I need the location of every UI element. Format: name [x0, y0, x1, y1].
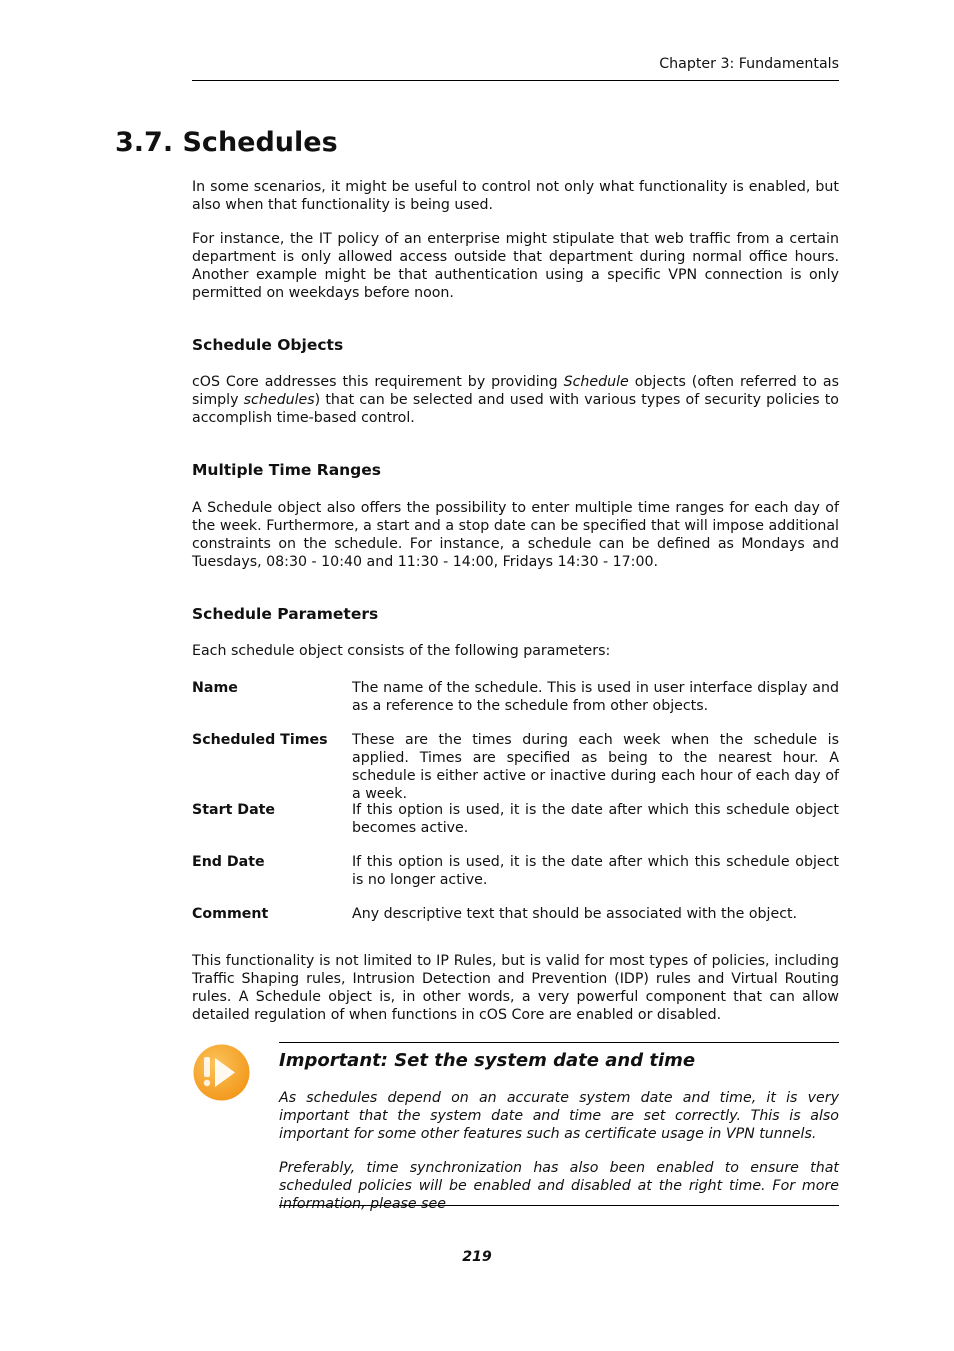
intro-paragraph-2: For instance, the IT policy of an enterprise might stipulate that web traffic from a certain department is only allowed access outside that department during normal office hours. Another example might be that authentication using a specific VPN connection is only permitted on weekdays before noon.	[192, 231, 839, 301]
schedule-emphasis: Schedule	[563, 374, 629, 390]
parameter-term: End Date	[192, 854, 265, 870]
schedule-parameters-intro: Each schedule object consists of the following parameters:	[192, 643, 611, 659]
schedule-objects-heading: Schedule Objects	[192, 336, 344, 354]
page-number: 219	[462, 1249, 492, 1265]
section-title: 3.7. Schedules	[115, 127, 338, 158]
header-divider	[192, 80, 839, 81]
callout-top-divider	[279, 1042, 839, 1043]
schedule-objects-paragraph	[192, 373, 839, 427]
parameter-term: Name	[192, 680, 238, 696]
schedule-objects-text-3: ) that can be selected and used with various types of security policies to accomplish time-based control.	[192, 392, 839, 426]
multiple-time-ranges-heading: Multiple Time Ranges	[192, 461, 382, 479]
callout-paragraph-1: As schedules depend on an accurate system date and time, it is very important that the system date and time are set correctly. This is also important for some other features such as certificate usage in VPN tunnels.	[279, 1090, 839, 1142]
parameter-definition: If this option is used, it is the date after which this schedule object is no longer active.	[352, 854, 839, 888]
parameter-definition: The name of the schedule. This is used in user interface display and as a reference to the schedule from other objects.	[352, 680, 839, 714]
running-header: Chapter 3: Fundamentals	[659, 56, 839, 72]
intro-paragraph-1: In some scenarios, it might be useful to control not only what functionality is enabled, but also when that functionality is being used.	[192, 179, 839, 213]
callout-title: Important: Set the system date and time	[279, 1050, 696, 1071]
multiple-time-ranges-paragraph: A Schedule object also offers the possibility to enter multiple time ranges for each day of the week. Furthermore, a start and a stop date can be specified that will impose additional constraints on the schedule. For instance, a schedule can be defined as Mondays and Tuesdays, 08:30 - 10:40 and 11:30 - 14:00, Fridays 14:30 - 17:00.	[192, 500, 839, 570]
parameter-definition: If this option is used, it is the date after which this schedule object becomes active.	[352, 802, 839, 836]
parameter-term: Comment	[192, 906, 269, 922]
schedule-objects-text-1: cOS Core addresses this requirement by providing	[192, 374, 564, 390]
schedule-objects-text-2: objects (often referred to as simply	[192, 374, 840, 408]
closing-paragraph: This functionality is not limited to IP Rules, but is valid for most types of policies, including Traffic Shaping rules, Intrusion Detection and Prevention (IDP) rules and Virtual Routing rules. A Schedule object is, in other words, a very powerful component that can allow detailed regulation of when functions in cOS Core are enabled or disabled.	[192, 953, 839, 1023]
callout-paragraph-2: Preferably, time synchronization has also been enabled to ensure that scheduled policies will be enabled and disabled at the right time. For more information, please see	[279, 1160, 839, 1212]
callout-bottom-divider	[279, 1205, 839, 1206]
parameter-definition: Any descriptive text that should be associated with the object.	[352, 906, 798, 922]
schedules-emphasis: schedules	[243, 392, 315, 408]
parameter-term: Start Date	[192, 802, 276, 818]
schedule-parameters-heading: Schedule Parameters	[192, 605, 379, 623]
parameter-term: Scheduled Times	[192, 732, 328, 748]
important-icon	[193, 1044, 250, 1101]
parameter-definition: These are the times during each week when the schedule is applied. Times are specified as being to the nearest hour. A schedule is either active or inactive during each hour of each day of a week.	[352, 732, 839, 802]
